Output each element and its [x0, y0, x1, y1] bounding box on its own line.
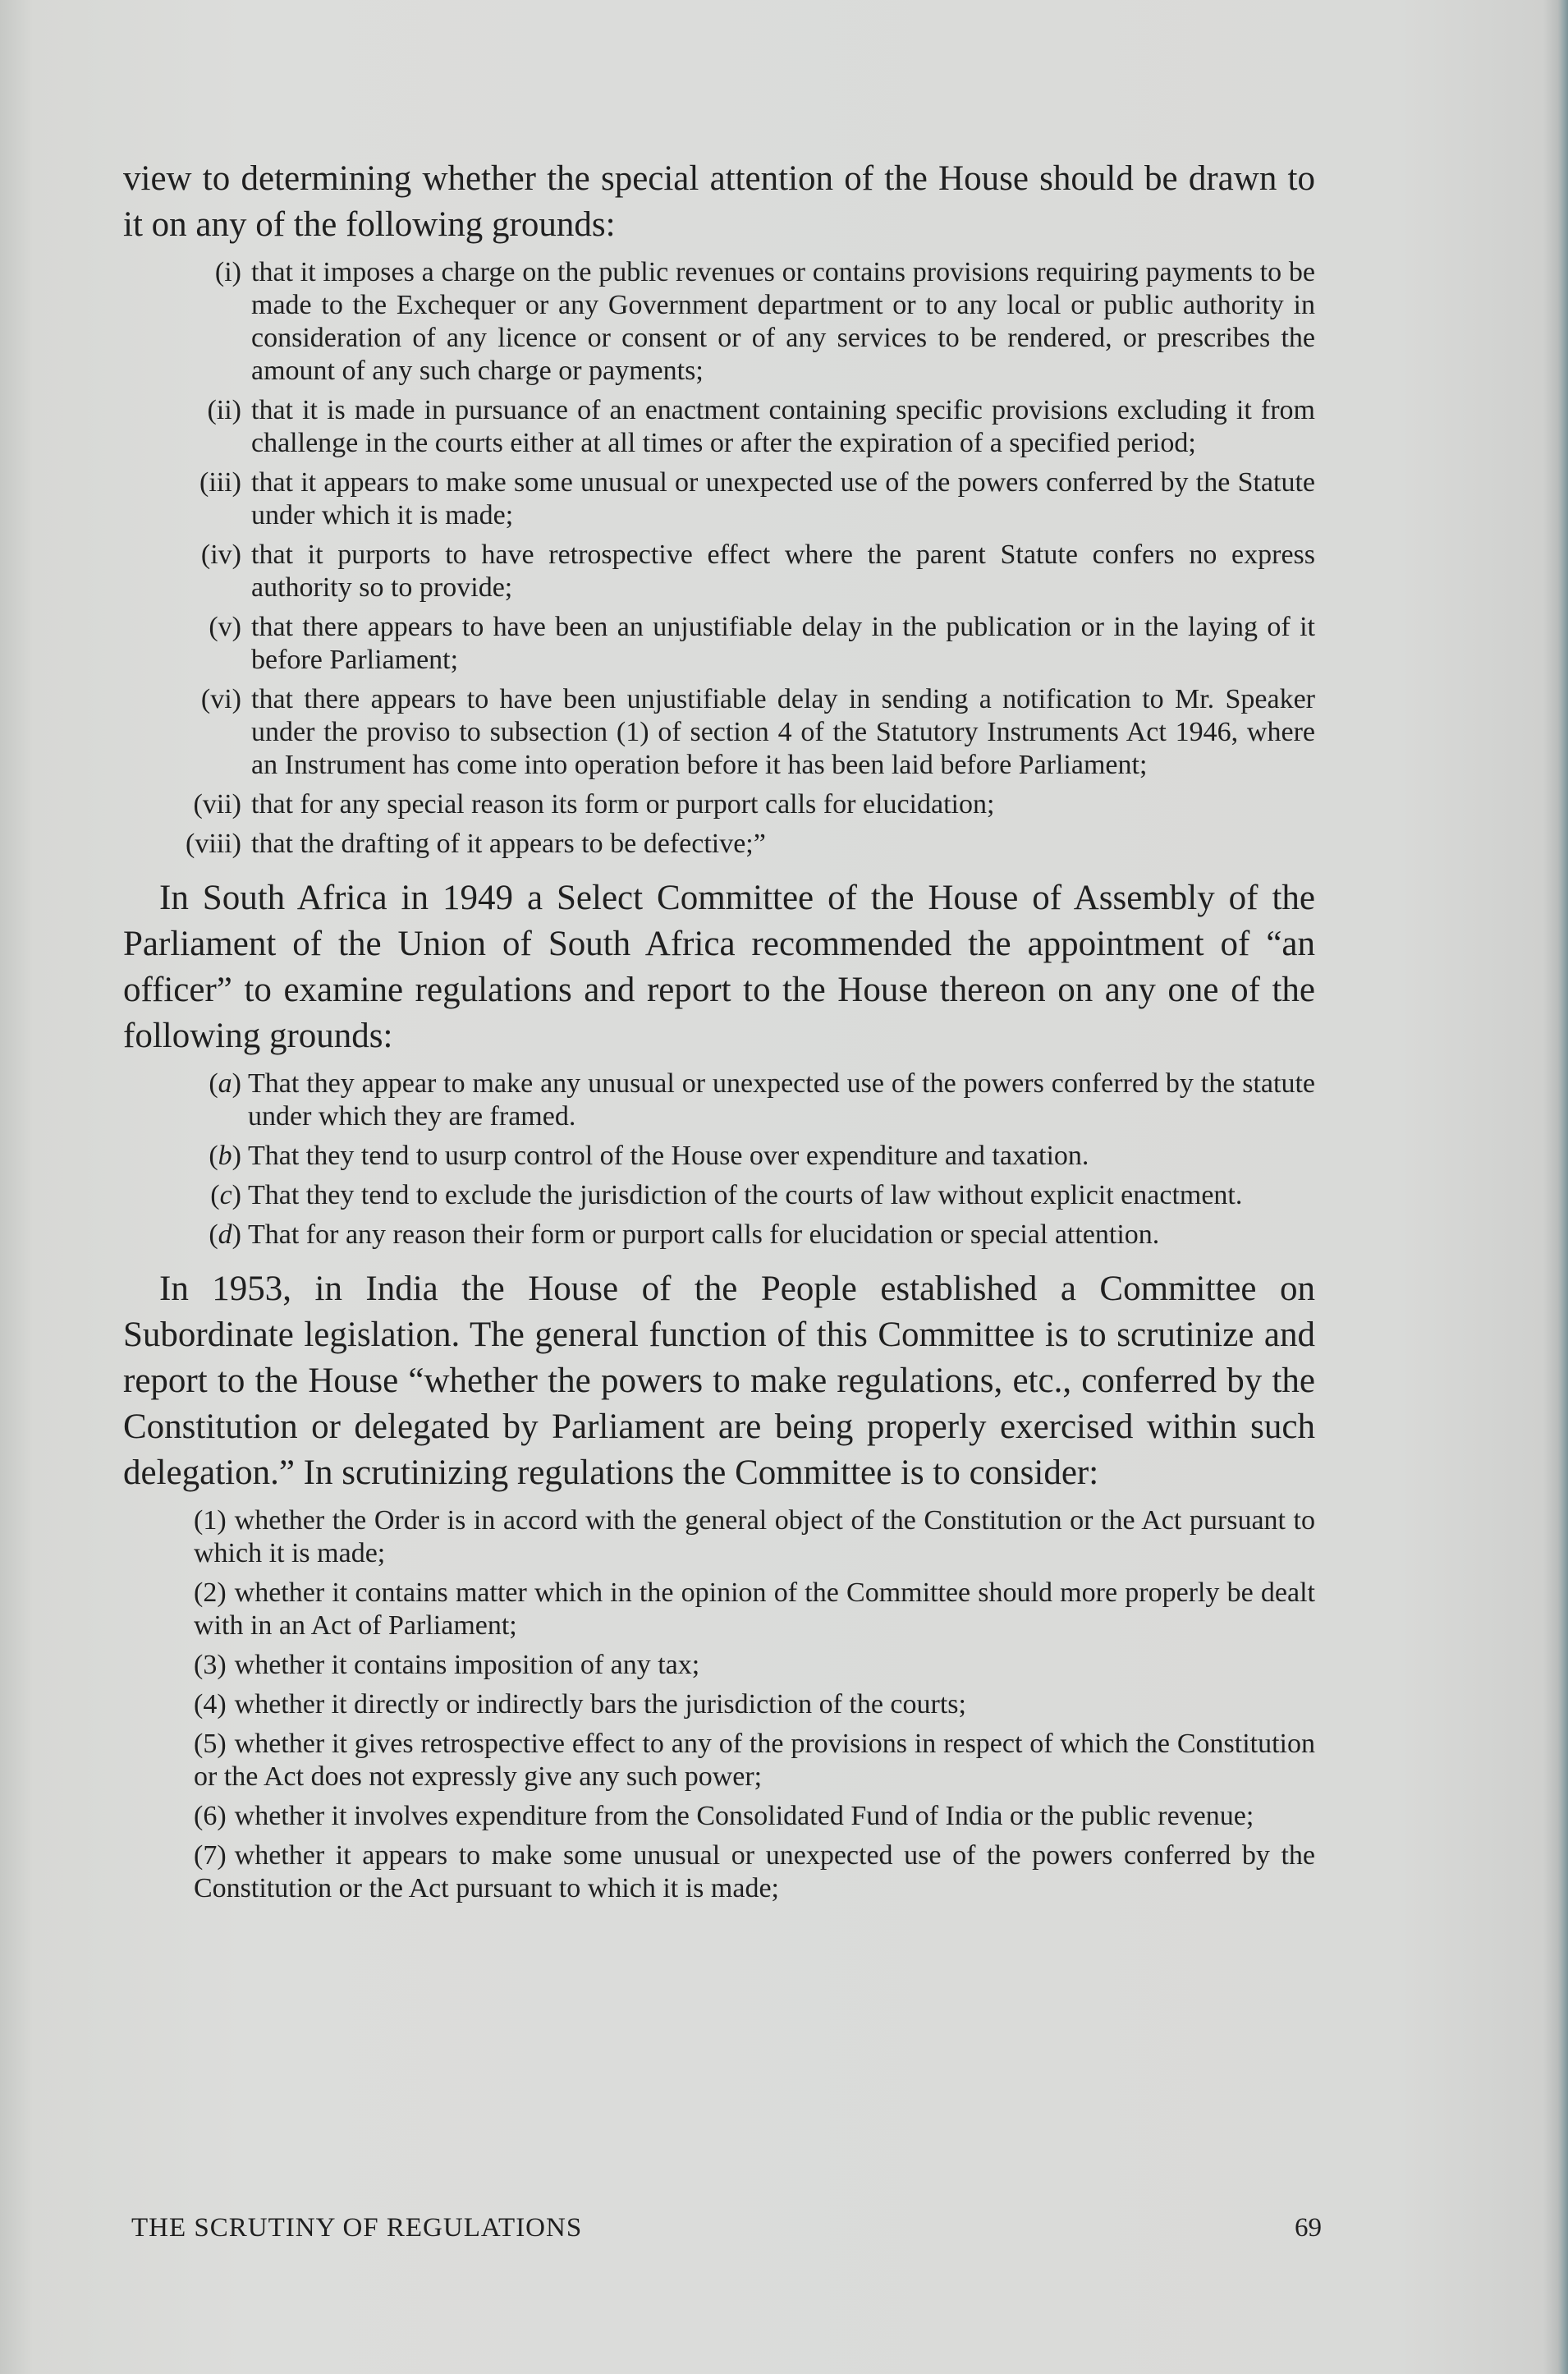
list-marker: (vi) [200, 684, 241, 714]
list-letter: b [218, 1141, 232, 1171]
list-item [123, 788, 1315, 821]
list-item-text: whether it contains matter which in the opinion of the Committee should more properly be dealt with in an Act of Parliament; [194, 1577, 1315, 1641]
list-marker: (4) [194, 1689, 227, 1720]
list-item [194, 1800, 1315, 1833]
list-letter: d [218, 1219, 232, 1250]
list-item [194, 1839, 1315, 1905]
list-letter: a [218, 1068, 232, 1099]
list-item [194, 1649, 1315, 1682]
list-item [194, 1504, 1315, 1570]
list-marker: (1) [194, 1505, 227, 1536]
opening-paragraph: view to determining whether the special attention of the House should be drawn to it on any of the following grounds: [123, 159, 1315, 244]
list-item-text: that for any special reason its form or purport calls for elucidation; [251, 789, 995, 820]
list-item [123, 256, 1315, 388]
list-item [194, 1577, 1315, 1642]
india-points-list [123, 1504, 1315, 1905]
list-item [123, 1179, 1315, 1212]
list-item-text: that there appears to have been unjustifiable delay in sending a notification to Mr. Speaker under the proviso to subsection (1) of section 4 of the Statutory Instruments Act 1946, where an Instrument has come into operation before it has been laid before Parliament; [251, 684, 1315, 780]
uk-grounds-list [123, 256, 1315, 861]
list-item-text: that there appears to have been an unjustifiable delay in the publication or in the laying of it before Parliament; [251, 612, 1315, 675]
list-item-text: that it is made in pursuance of an enactment containing specific provisions excluding it from challenge in the courts either at all times or after the expiration of a specified period; [251, 395, 1315, 458]
list-item [123, 394, 1315, 460]
page-body [123, 156, 1315, 1912]
list-marker: (2) [194, 1577, 227, 1608]
list-item [194, 1728, 1315, 1793]
list-marker: (vii) [193, 789, 241, 820]
list-marker: (d) [209, 1219, 241, 1250]
list-item [123, 466, 1315, 532]
list-item-text: whether it contains imposition of any tax; [234, 1650, 700, 1680]
list-marker: (c) [210, 1180, 241, 1210]
list-item-text: whether it directly or indirectly bars the jurisdiction of the courts; [234, 1689, 966, 1720]
list-item-text: whether it gives retrospective effect to any of the provisions in respect of which the Constitution or the Act does not expressly give any such power; [194, 1729, 1315, 1792]
list-item [123, 539, 1315, 604]
south-africa-paragraph: In South Africa in 1949 a Select Committee of the House of Assembly of the Parliament of the Union of South Africa recommended the appointment of “an officer” to examine regulations and report to the House thereon on any one of the following grounds: [123, 879, 1315, 1055]
list-marker: (b) [209, 1141, 241, 1171]
list-marker: (7) [194, 1840, 227, 1871]
list-marker: (iii) [199, 467, 241, 498]
list-item-text: That they tend to exclude the jurisdiction of the courts of law without explicit enactment. [248, 1180, 1243, 1210]
list-marker: (i) [214, 257, 241, 287]
list-item [123, 611, 1315, 677]
list-item-text: that it imposes a charge on the public revenues or contains provisions requiring payments to be made to the Exchequer or any Government department or to any local or public authority in consideration of any licence or consent or of any services to be rendered, or prescribes the amount of any such charge or payments; [251, 257, 1315, 386]
list-item [123, 683, 1315, 782]
list-item [123, 1068, 1315, 1133]
list-item [123, 828, 1315, 861]
list-item-text: whether it involves expenditure from the Consolidated Fund of India or the public revenue; [234, 1801, 1254, 1831]
india-paragraph: In 1953, in India the House of the People established a Committee on Subordinate legislation. The general function of this Committee is to scrutinize and report to the House “whether the powers to make regulations, etc., conferred by the Constitution or delegated by Parliament are being properly exercised within such delegation.” In scrutinizing regulations the Committee is to consider: [123, 1270, 1315, 1492]
list-marker: (ii) [207, 395, 241, 425]
list-item-text: that it appears to make some unusual or unexpected use of the powers conferred by the Statute under which it is made; [251, 467, 1315, 530]
list-marker: (viii) [186, 829, 241, 859]
list-marker: (a) [209, 1068, 241, 1099]
list-marker: (iv) [200, 540, 241, 570]
list-marker: (3) [194, 1650, 227, 1680]
list-item-text: That they tend to usurp control of the House over expenditure and taxation. [248, 1141, 1089, 1171]
list-letter: c [219, 1180, 232, 1210]
page-footer [131, 2213, 1322, 2243]
list-item-text: whether it appears to make some unusual or unexpected use of the powers conferred by the Constitution or the Act pursuant to which it is made; [194, 1840, 1315, 1903]
page-number: 69 [1295, 2213, 1322, 2243]
list-item [194, 1688, 1315, 1721]
list-item-text: That for any reason their form or purport calls for elucidation or special attention. [248, 1219, 1160, 1250]
list-marker: (v) [209, 612, 241, 642]
list-marker: (6) [194, 1801, 227, 1831]
list-item-text: that it purports to have retrospective effect where the parent Statute confers no express authority so to provide; [251, 540, 1315, 603]
list-item-text: whether the Order is in accord with the general object of the Constitution or the Act pursuant to which it is made; [194, 1505, 1315, 1568]
list-item [123, 1140, 1315, 1173]
list-marker: (5) [194, 1729, 227, 1759]
list-item [123, 1219, 1315, 1251]
running-title: THE SCRUTINY OF REGULATIONS [131, 2213, 583, 2243]
sa-grounds-list [123, 1068, 1315, 1251]
list-item-text: That they appear to make any unusual or unexpected use of the powers conferred by the statute under which they are framed. [248, 1068, 1315, 1132]
list-item-text: that the drafting of it appears to be defective;” [251, 829, 766, 859]
